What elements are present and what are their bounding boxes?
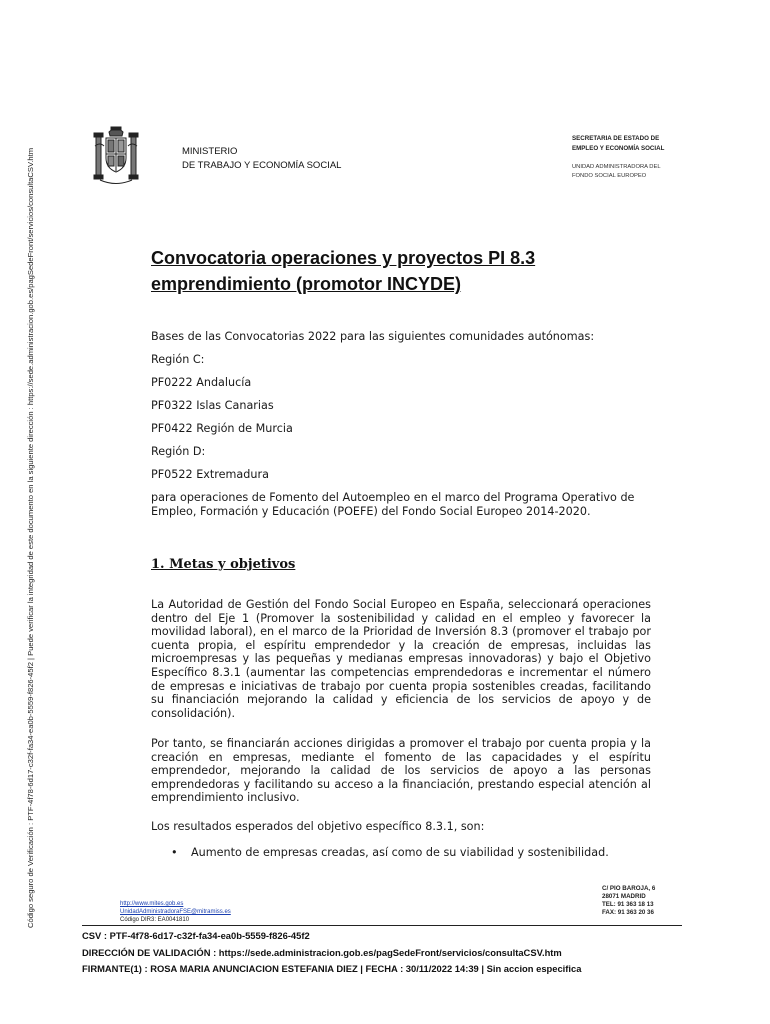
footer-divider	[82, 925, 682, 926]
pf0222-item: PF0222 Andalucía	[151, 376, 252, 389]
bullet-icon: •	[171, 846, 178, 859]
title-line-2: emprendimiento (promotor INCYDE)	[151, 274, 462, 294]
section-heading-metas: 1. Metas y objetivos	[151, 557, 296, 572]
pf0422-item: PF0422 Región de Murcia	[151, 422, 293, 435]
address-line-2: 28071 MADRID	[602, 893, 646, 900]
ministry-line-1: MINISTERIO	[182, 146, 238, 157]
secretaria-block	[572, 134, 664, 154]
address-line-1: C/ PIO BAROJA, 6	[602, 885, 656, 892]
postal-address	[602, 885, 655, 917]
footer-contacts	[120, 900, 231, 924]
purpose-paragraph: para operaciones de Fomento del Autoempleo en el marco del Programa Operativo de Empleo, Formación y Educación (POEFE) del Fondo Social Europeo 2014-2020.	[151, 491, 635, 518]
address-line-3: TEL: 91 363 18 13	[602, 901, 654, 908]
ministry-line-2: DE TRABAJO Y ECONOMÍA SOCIAL	[182, 160, 342, 171]
list-item	[171, 846, 609, 859]
unidad-line-1: UNIDAD ADMINISTRADORA DEL	[572, 164, 661, 170]
ministry-website-link[interactable]: http://www.mites.gob.es	[120, 901, 184, 907]
bullet-text: Aumento de empresas creadas, así como de su viabilidad y sostenibilidad.	[191, 846, 609, 859]
paragraph-financiacion: Por tanto, se financiarán acciones dirigidas a promover el trabajo por cuenta propia y la creación en empresas, mediante el fomento de las capacidades y el espíritu emprendedor, mejorando la calidad de los servicios de apoyo a las personas emprendedoras y facilitando su acceso a la financiación, prestando especial atención al emprendimiento inclusivo.	[151, 737, 651, 805]
signer-info: FIRMANTE(1) : ROSA MARIA ANUNCIACION ESTEFANIA DIEZ | FECHA : 30/11/2022 14:39 | Sin accion especifica	[82, 963, 582, 974]
coat-of-arms-logo	[92, 124, 140, 188]
secretaria-line-1: SECRETARIA DE ESTADO DE	[572, 135, 660, 142]
verification-stamp: Código seguro de Verificación : PTF-4f78-6d17-c32f-fa34-ea0b-5559-f826-45f2 | Puede verificar la integridad de este documento en la siguiente dirección : https://sede.administracion.gob.es/pagSedeFront/servicios/consultaCSV.htm	[26, 147, 35, 928]
ministry-name	[182, 145, 341, 173]
unidad-line-2: FONDO SOCIAL EUROPEO	[572, 172, 647, 179]
title-line-1: Convocatoria operaciones y proyectos PI 8.3	[151, 248, 536, 268]
paragraph-resultados: Los resultados esperados del objetivo específico 8.3.1, son:	[151, 820, 485, 833]
csv-code: CSV : PTF-4f78-6d17-c32f-fa34-ea0b-5559-f826-45f2	[82, 930, 310, 941]
secretaria-line-2: EMPLEO Y ECONOMÍA SOCIAL	[572, 145, 665, 152]
region-c-label: Región C:	[151, 353, 205, 366]
region-d-label: Región D:	[151, 445, 206, 458]
document-title	[151, 245, 671, 297]
address-line-4: FAX: 91 363 20 36	[602, 909, 654, 916]
unit-email-link[interactable]: UnidadAdministradoraFSE@mitramiss.es	[120, 909, 231, 915]
paragraph-autoridad: La Autoridad de Gestión del Fondo Social Europeo en España, seleccionará operaciones dentro del Eje 1 (Promover la sostenibilidad y calidad en el empleo y favorecer la movilidad laboral), en el marco de la Prioridad de Inversión 8.3 (promover el trabajo por cuenta propia, el espíritu emprendedor y la creación de empresas, incluidas las microempresas y las pequeñas y medianas empresas innovadoras) y bajo el Objetivo Específico 8.3.1 (aumentar las competencias emprendedoras e incrementar el número de empresas e iniciativas de trabajo por cuenta propia sostenibles creadas, facilitando su financiación mejorando la calidad y eficiencia de los servicios de apoyo y de consolidación).	[151, 598, 651, 720]
validation-address: DIRECCIÓN DE VALIDACIÓN : https://sede.administracion.gob.es/pagSedeFront/servicios/consultaCSV.htm	[82, 946, 562, 958]
pf0322-item: PF0322 Islas Canarias	[151, 399, 274, 412]
unidad-block	[572, 163, 661, 180]
pf0522-item: PF0522 Extremadura	[151, 468, 269, 481]
dir3-code: Código DIR3: EA0041810	[120, 917, 190, 923]
signature-validation-block	[82, 928, 581, 978]
intro-text: Bases de las Convocatorias 2022 para las siguientes comunidades autónomas:	[151, 330, 595, 343]
